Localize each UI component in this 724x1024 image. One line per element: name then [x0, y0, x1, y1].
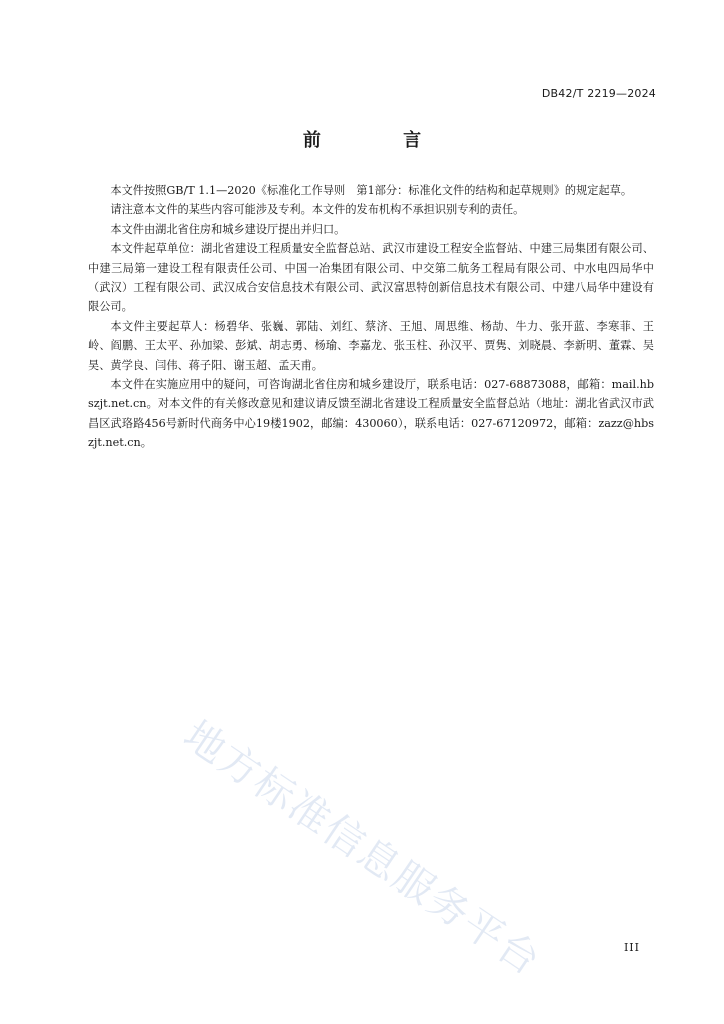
- page-number: III: [623, 941, 640, 954]
- paragraph-drafters: 本文件主要起草人：杨碧华、张巍、郭陆、刘红、蔡济、王旭、周思维、杨劼、牛力、张开蓝、李寒菲、王岭、阎鹏、王太平、孙加梁、彭斌、胡志勇、杨瑜、李嘉龙、张玉柱、孙汉平、贾隽、刘晓晨、李新明、董霖、吴昊、黄学良、闫伟、蒋子阳、谢玉超、孟天甫。: [88, 319, 654, 372]
- paragraph-proposer: 本文件由湖北省住房和城乡建设厅提出并归口。: [110, 222, 346, 236]
- standard-code: DB42/T 2219—2024: [541, 87, 656, 100]
- paragraph-drafting-rules: 本文件按照GB/T 1.1—2020《标准化工作导则 第1部分：标准化文件的结构和起草规则》的规定起草。: [110, 184, 633, 197]
- foreword-body: [88, 181, 654, 453]
- paragraph-drafting-units: 本文件起草单位：湖北省建设工程质量安全监督总站、武汉市建设工程安全监督站、中建三局集团有限公司、中建三局第一建设工程有限责任公司、中国一冶集团有限公司、中交第二航务工程局有限公司、中水电四局华中（武汉）工程有限公司、武汉成合安信息技术有限公司、武汉富思特创新信息技术有限公司、中建八局华中建设有限公司。: [88, 242, 654, 314]
- watermark: 地方标准信息服务平台: [175, 712, 550, 986]
- page-title: 前 言: [302, 130, 460, 151]
- paragraph-contact: 本文件在实施应用中的疑问，可咨询湖北省住房和城乡建设厅，联系电话：027-68873088，邮箱：mail.hbszjt.net.cn。对本文件的有关修改意见和建议请反馈至湖北省建设工程质量安全监督总站（地址：湖北省武汉市武昌区武珞路456号新时代商务中心19楼1902，邮编：430060），联系电话：027-67120972，邮箱：zazz@hbszjt.net.cn。: [88, 378, 654, 450]
- paragraph-patent-notice: 请注意本文件的某些内容可能涉及专利。本文件的发布机构不承担识别专利的责任。: [110, 203, 525, 217]
